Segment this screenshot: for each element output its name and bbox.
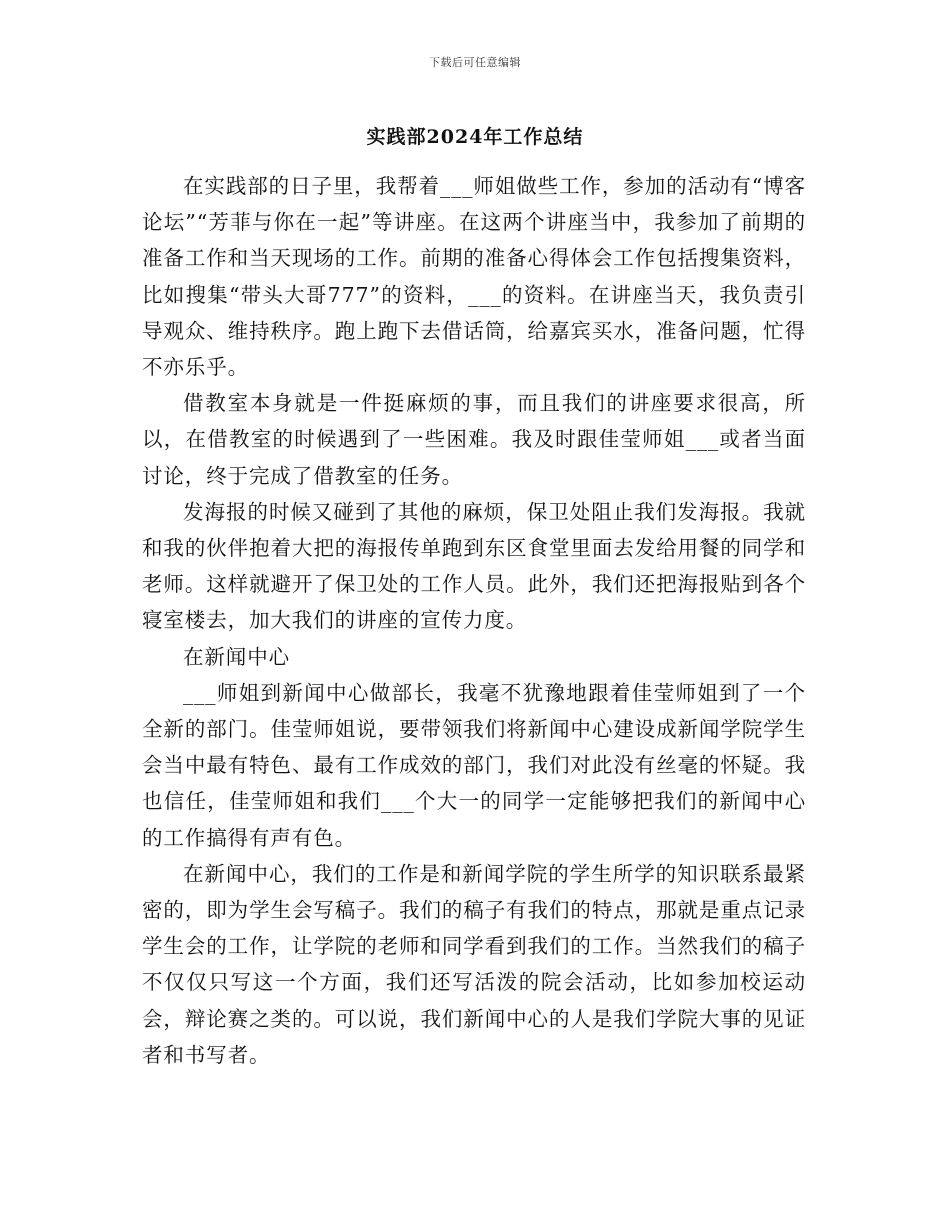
section-heading-news-center: 在新闻中心	[183, 644, 290, 669]
header-note: 下载后可任意编辑	[429, 56, 521, 69]
paragraph-poster-distribution: 发海报的时候又碰到了其他的麻烦，保卫处阻止我们发海报。我就和我的伙伴抱着大把的海报传单跑到东区食堂里面去发给用餐的同学和老师。这样就避开了保卫处的工作人员。此外，我们还把海报贴到各个寝室楼去，加大我们的讲座的宣传力度。	[142, 499, 806, 633]
document-title: 实践部2024年工作总结	[366, 126, 584, 148]
paragraph-news-center-work: 在新闻中心，我们的工作是和新闻学院的学生所学的知识联系最紧密的，即为学生会写稿子。我们的稿子有我们的特点，那就是重点记录学生会的工作，让学院的老师和同学看到我们的工作。当然我们的稿子不仅仅只写这一个方面，我们还写活泼的院会活动，比如参加校运动会，辩论赛之类的。可以说，我们新闻中心的人是我们学院大事的见证者和书写者。	[142, 861, 806, 1067]
paragraph-practice-department: 在实践部的日子里，我帮着___师姐做些工作，参加的活动有“博客论坛”“芳菲与你在一起”等讲座。在这两个讲座当中，我参加了前期的准备工作和当天现场的工作。前期的准备心得体会工作包括搜集资料，比如搜集“带头大哥777”的资料，___的资料。在讲座当天，我负责引导观众、维持秩序。跑上跑下去借话筒，给嘉宾买水，准备问题，忙得不亦乐乎。	[142, 174, 806, 380]
paragraph-news-center-join: ___师姐到新闻中心做部长，我毫不犹豫地跟着佳莹师姐到了一个全新的部门。佳莹师姐说，要带领我们将新闻中心建设成新闻学院学生会当中最有特色、最有工作成效的部门，我们对此没有丝毫的怀疑。我也信任，佳莹师姐和我们___个大一的同学一定能够把我们的新闻中心的工作搞得有声有色。	[142, 680, 806, 850]
document-body	[142, 168, 806, 1073]
paragraph-classroom-booking: 借教室本身就是一件挺麻烦的事，而且我们的讲座要求很高，所以，在借教室的时候遇到了一些困难。我及时跟佳莹师姐___或者当面讨论，终于完成了借教室的任务。	[142, 391, 806, 488]
